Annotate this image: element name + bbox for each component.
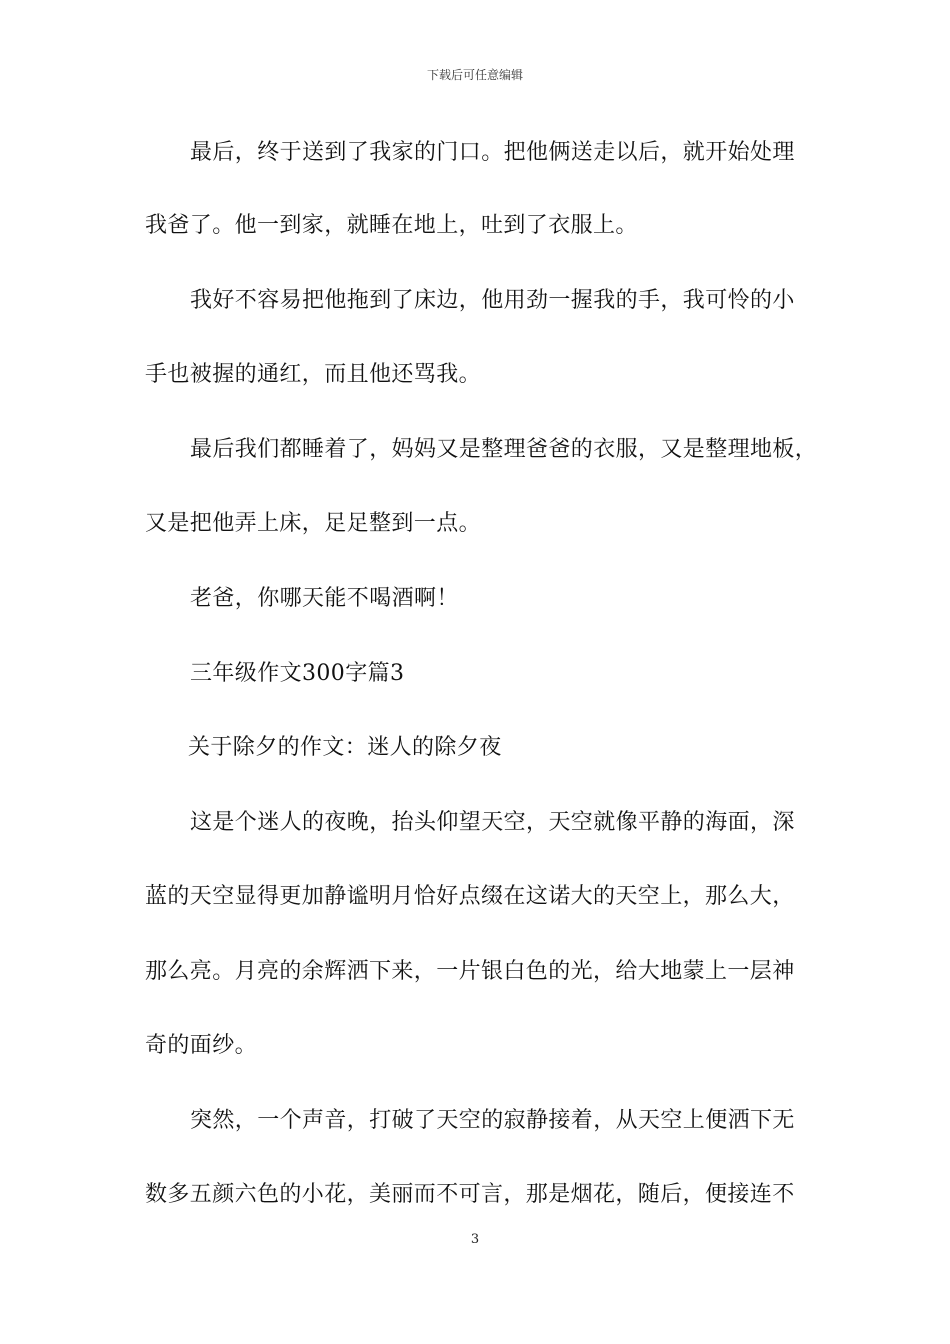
paragraph-line: 最后我们都睡着了，妈妈又是整理爸爸的衣服，又是整理地板， xyxy=(190,437,818,462)
paragraph-line: 我爸了。他一到家，就睡在地上，吐到了衣服上。 xyxy=(145,213,638,238)
page-header: 下载后可任意编辑 xyxy=(426,68,523,82)
paragraph-line: 突然，一个声音，打破了天空的寂静接着，从天空上便洒下无 xyxy=(190,1108,795,1133)
paragraph-line: 奇的面纱。 xyxy=(145,1033,258,1058)
paragraph-line: 这是个迷人的夜晚，抬头仰望天空，天空就像平静的海面，深 xyxy=(190,810,795,835)
paragraph-line: 蓝的天空显得更加静谧明月恰好点缀在这诺大的天空上，那么大， xyxy=(145,884,795,909)
paragraph-line: 我好不容易把他拖到了床边，他用劲一握我的手，我可怜的小 xyxy=(190,288,795,313)
paragraph-line: 又是把他弄上床，足足整到一点。 xyxy=(145,511,482,536)
paragraph-line: 数多五颜六色的小花，美丽而不可言，那是烟花，随后，便接连不 xyxy=(145,1182,795,1207)
essay-title: 关于除夕的作文：迷人的除夕夜 xyxy=(188,735,502,760)
section-heading: 三年级作文300字篇3 xyxy=(190,661,405,686)
paragraph-line: 最后，终于送到了我家的门口。把他俩送走以后，就开始处理 xyxy=(190,140,795,165)
paragraph-line: 手也被握的通红，而且他还骂我。 xyxy=(145,362,482,387)
paragraph-line: 那么亮。月亮的余辉洒下来，一片银白色的光，给大地蒙上一层神 xyxy=(145,959,795,984)
page-number: 3 xyxy=(470,1232,480,1247)
paragraph-line: 老爸，你哪天能不喝酒啊！ xyxy=(190,586,459,611)
